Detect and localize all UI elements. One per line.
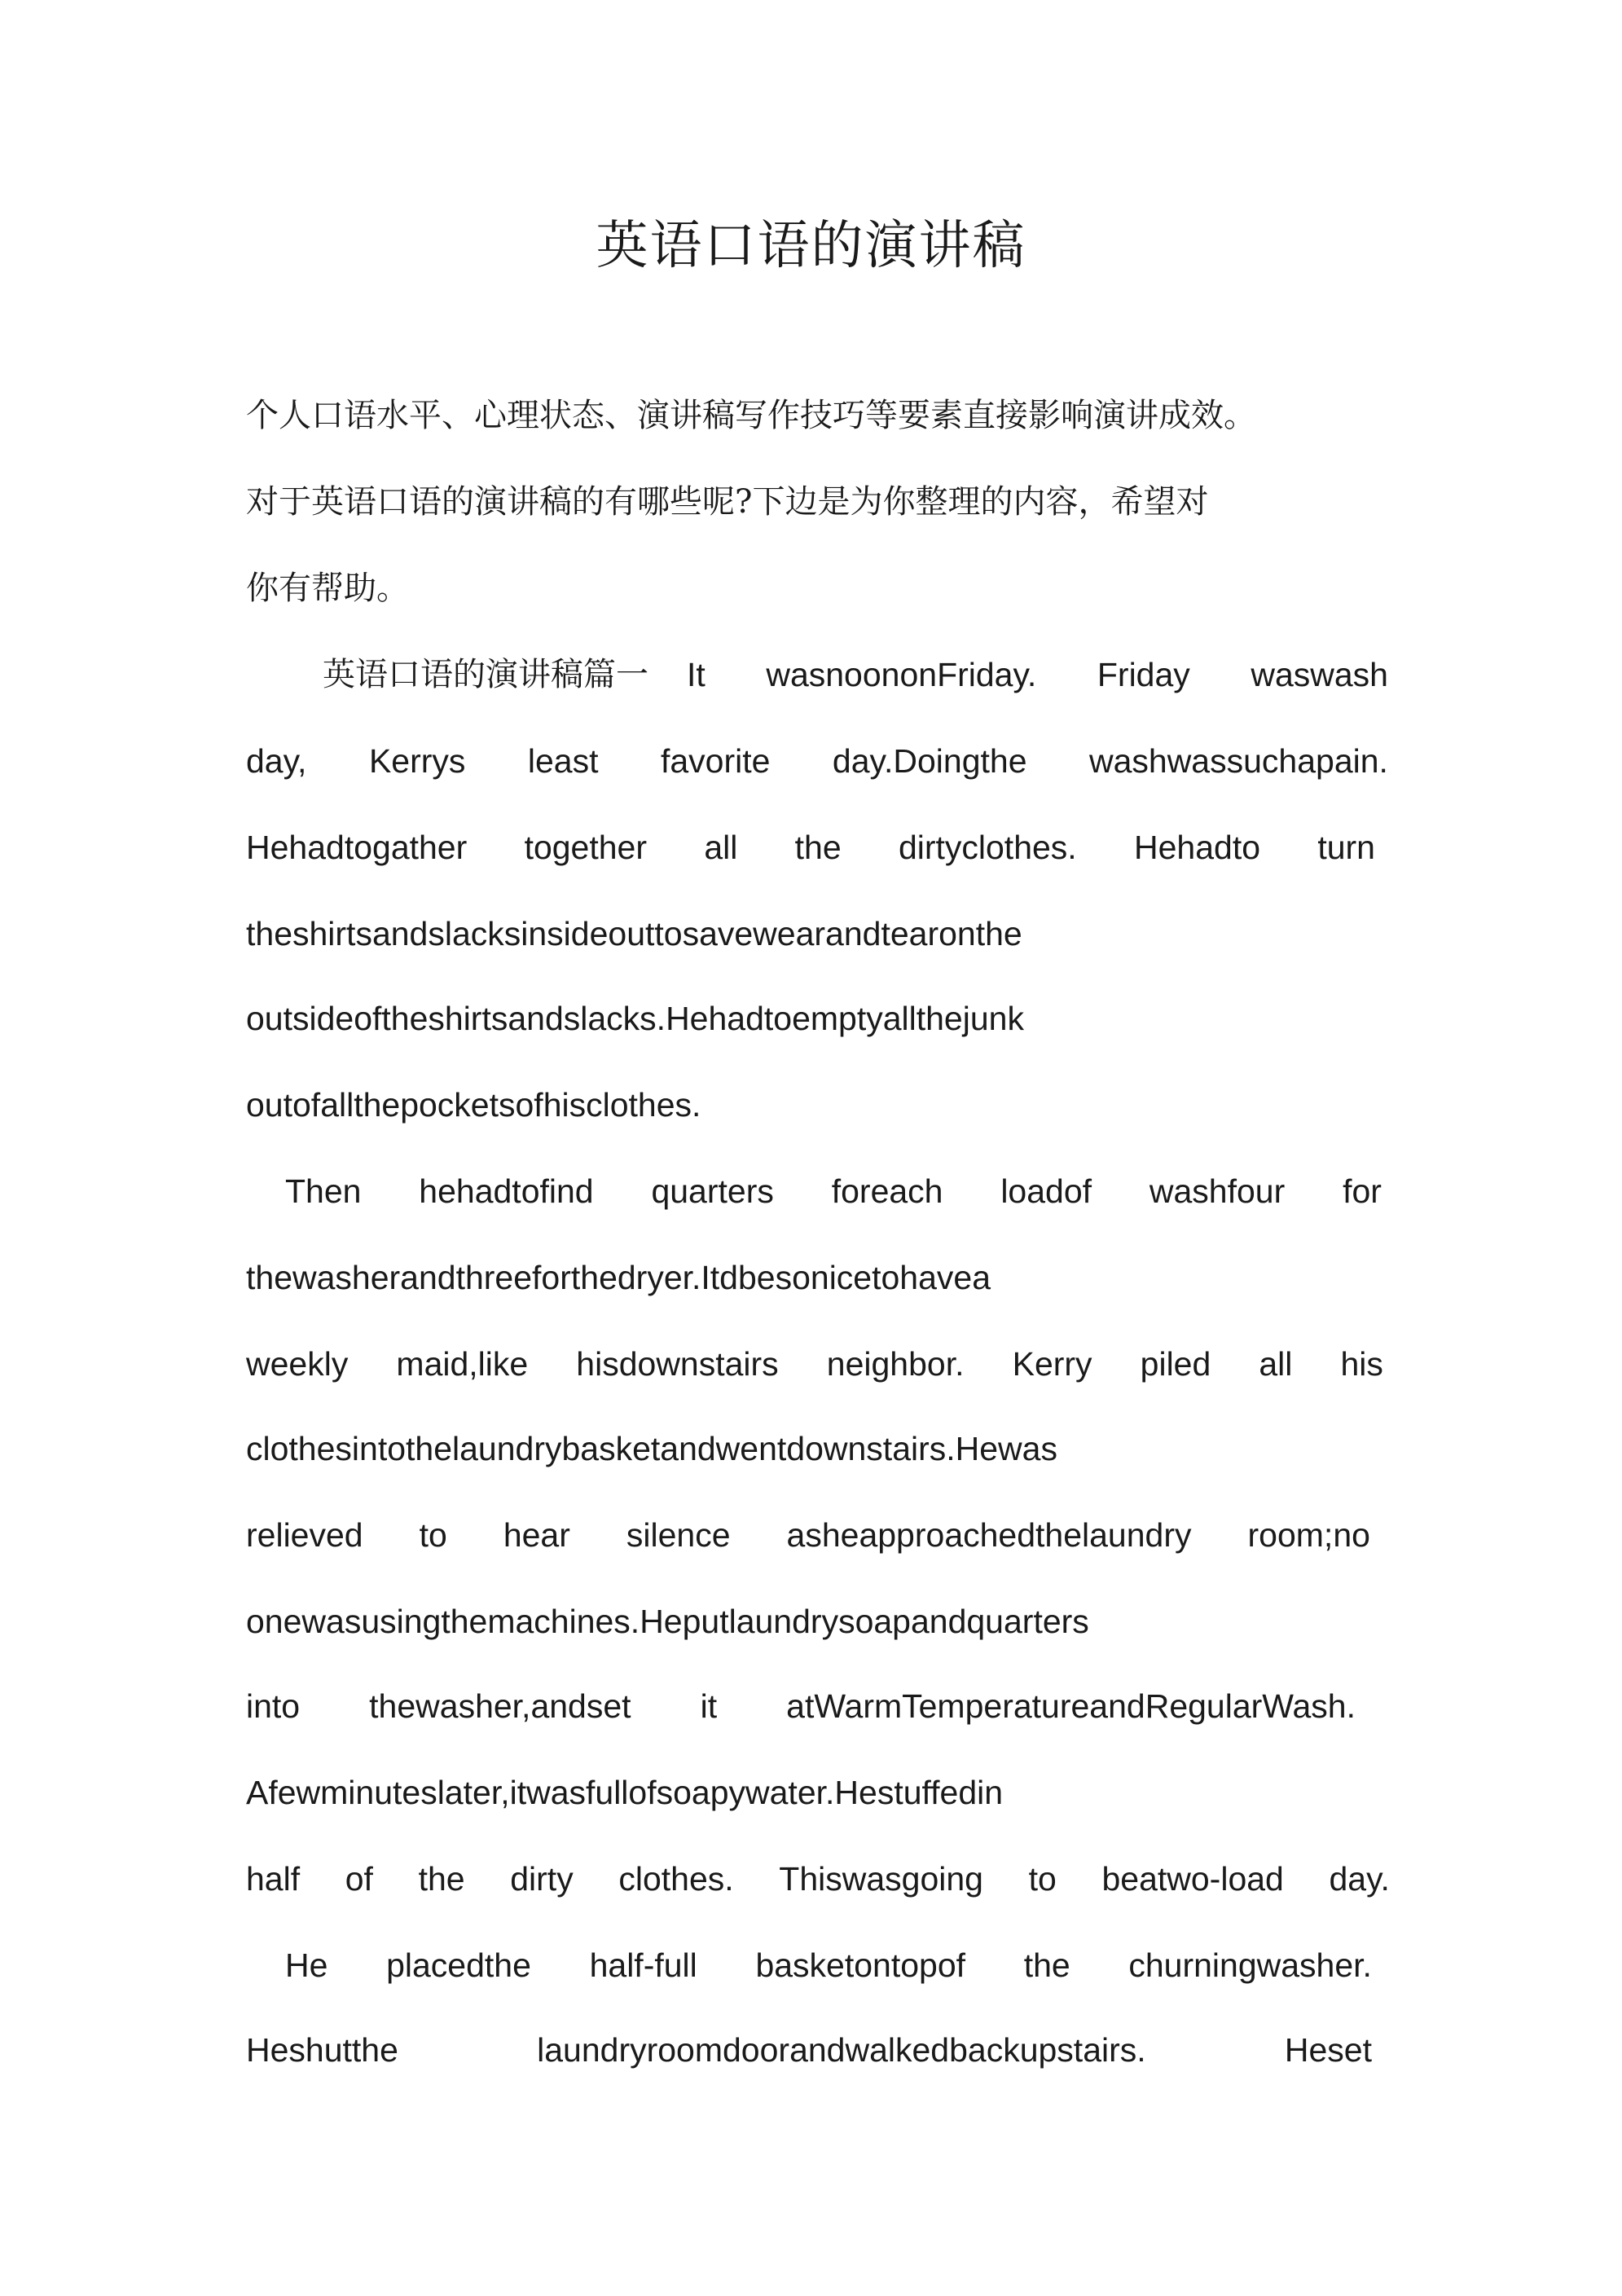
intro-line-3: 你有帮助。: [246, 570, 409, 607]
body-line: [246, 1080, 701, 1129]
body-word: day.Doingthe: [832, 742, 1027, 780]
body-line: [246, 2025, 1372, 2074]
body-word: maid,like: [396, 1345, 529, 1383]
body-word: hisdownstairs: [576, 1345, 779, 1383]
body-word: day.: [1329, 1860, 1390, 1898]
body-word: loadof: [1000, 1172, 1092, 1210]
body-word: churningwasher.: [1128, 1946, 1372, 1984]
body-word: hehadtofind: [419, 1172, 594, 1210]
body-line: [246, 994, 1024, 1043]
document-title: 英语口语的演讲稿: [596, 216, 1026, 276]
body-word: together: [524, 829, 648, 866]
body-word: clothes.: [618, 1860, 734, 1898]
body-word: all: [704, 829, 738, 866]
body-word: theshirtsandslacksinsideouttosavewearandtearonthe: [246, 915, 1022, 952]
body-word: basketontopof: [755, 1946, 966, 1984]
body-word: half-full: [589, 1946, 697, 1984]
body-word: beatwo-load: [1101, 1860, 1284, 1898]
body-word: atWarmTemperatureandRegularWash.: [786, 1687, 1356, 1725]
intro-line-1: 个人口语水平、心理状态、演讲稿写作技巧等要素直接影响演讲成效。: [246, 397, 1256, 434]
body-word: favorite: [660, 742, 771, 780]
body-line: [246, 737, 1388, 785]
body-word: hear: [503, 1516, 570, 1554]
body-word: Heshutthe: [246, 2031, 398, 2069]
body-word: Friday: [1097, 656, 1190, 693]
body-word: weekly: [246, 1345, 349, 1383]
body-line: [246, 1511, 1370, 1559]
body-word: outsideoftheshirtsandslacks.Hehadtoemptyallthejunk: [246, 1000, 1024, 1037]
body-word: of: [345, 1860, 373, 1898]
body-word: quarters: [651, 1172, 774, 1210]
body-word: into: [246, 1687, 301, 1725]
body-word: washwassuchapain.: [1088, 742, 1388, 780]
body-word: thewasherandthreeforthedryer.Itdbesonicetohavea: [246, 1259, 991, 1296]
body-word: the: [794, 829, 842, 866]
body-line: [246, 1253, 991, 1302]
body-word: Heset: [1284, 2031, 1372, 2069]
body-word: placedthe: [386, 1946, 531, 1984]
body-word: Kerry: [1012, 1345, 1092, 1383]
body-word: asheapproachedthelaundry: [786, 1516, 1192, 1554]
body-word: for: [1343, 1172, 1382, 1210]
body-word: clothesintothelaundrybasketandwentdownstairs.Hewas: [246, 1430, 1057, 1467]
body-word: to: [1028, 1860, 1057, 1898]
intro-line-2: 对于英语口语的演讲稿的有哪些呢?下边是为你整理的内容，希望对: [246, 483, 1209, 521]
body-word: onewasusingthemachines.Heputlaundrysoapandquarters: [246, 1603, 1089, 1640]
body-line: [246, 1339, 1383, 1388]
body-word: thewasher,andset: [369, 1687, 631, 1725]
body-line: [687, 650, 1388, 699]
section-heading: [323, 650, 648, 699]
body-word: neighbor.: [826, 1345, 965, 1383]
body-word: Kerrys: [368, 742, 466, 780]
body-word: outofallthepocketsofhisclothes.: [246, 1086, 701, 1124]
section-heading-label: 英语口语的演讲稿篇一: [323, 656, 648, 693]
body-word: Then: [285, 1172, 362, 1210]
body-word: to: [419, 1516, 447, 1554]
body-word: Hehadtogather: [246, 829, 468, 866]
body-line: [246, 909, 1022, 958]
body-word: dirty: [510, 1860, 574, 1898]
body-word: washfour: [1149, 1172, 1286, 1210]
body-word: He: [285, 1946, 328, 1984]
body-word: dirtyclothes.: [898, 829, 1077, 866]
body-line: [246, 1424, 1057, 1473]
body-word: turn: [1317, 829, 1375, 866]
body-word: Hehadto: [1134, 829, 1261, 866]
body-word: least: [527, 742, 599, 780]
body-word: laundryroomdoorandwalkedbackupstairs.: [537, 2031, 1146, 2069]
body-word: wasnoononFriday.: [766, 656, 1037, 693]
body-line: [246, 1597, 1089, 1646]
body-line: [285, 1941, 1372, 1990]
body-word: his: [1340, 1345, 1383, 1383]
body-line: [285, 1167, 1382, 1216]
body-line: [246, 823, 1375, 872]
body-word: day,: [246, 742, 307, 780]
body-word: half: [246, 1860, 301, 1898]
body-word: waswash: [1251, 656, 1388, 693]
body-word: piled: [1140, 1345, 1211, 1383]
body-word: It: [687, 656, 706, 693]
body-word: Thiswasgoing: [779, 1860, 983, 1898]
body-line: [246, 1854, 1390, 1903]
body-word: silence: [626, 1516, 731, 1554]
body-word: room;no: [1247, 1516, 1370, 1554]
body-word: the: [1023, 1946, 1070, 1984]
body-word: relieved: [246, 1516, 363, 1554]
body-line: [246, 1768, 1003, 1817]
body-word: foreach: [831, 1172, 943, 1210]
body-word: Afewminuteslater,itwasfullofsoapywater.Hestuffedin: [246, 1774, 1004, 1811]
body-word: it: [700, 1687, 718, 1725]
body-word: all: [1259, 1345, 1293, 1383]
body-line: [246, 1682, 1356, 1731]
body-word: the: [418, 1860, 465, 1898]
